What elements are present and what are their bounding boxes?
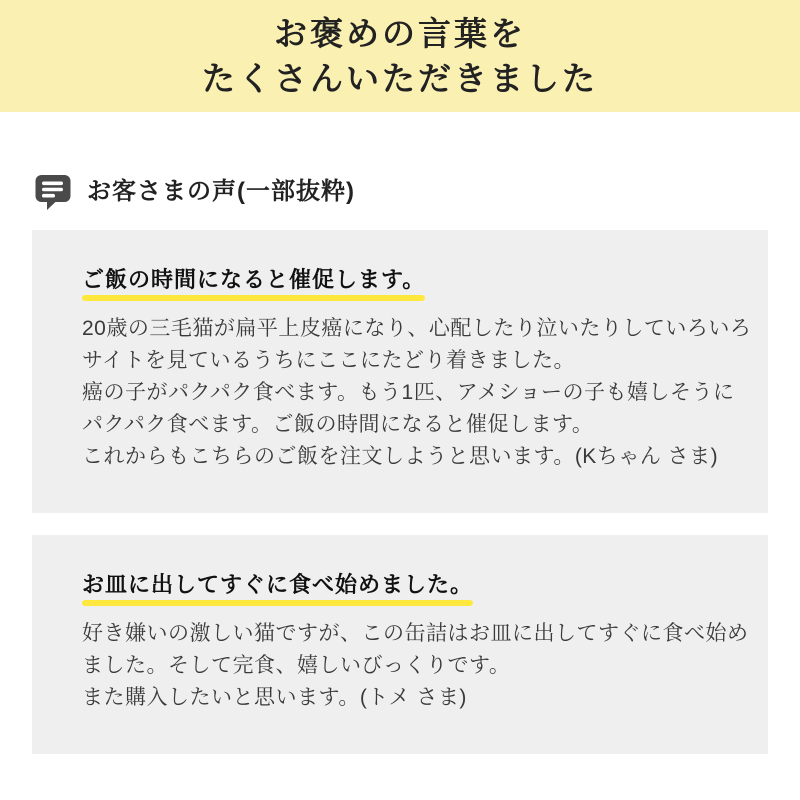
testimonial-2-title — [82, 573, 740, 606]
banner-title-line1: お褒めの言葉を — [274, 15, 526, 52]
testimonial-card-2 — [32, 535, 768, 754]
testimonial-2-line-2: ました。そして完食、嬉しいびっくりです。 — [82, 654, 511, 677]
speech-bubble-icon — [35, 174, 71, 210]
banner-title-line2: たくさんいただきました — [202, 60, 598, 97]
testimonial-1-title-text: ご飯の時間になると催促します。 — [82, 268, 425, 301]
customer-voices-heading — [35, 174, 768, 210]
testimonial-2-title-text: お皿に出してすぐに食べ始めました。 — [82, 573, 473, 606]
testimonial-card-1 — [32, 230, 768, 513]
banner-title — [202, 11, 598, 101]
testimonial-1-line-3: 癌の子がパクパク食べます。もう1匹、アメショーの子も嬉しそうに — [82, 381, 735, 404]
testimonial-1-line-5: これからもこちらのご飯を注文しようと思います。(Kちゃん さま) — [82, 445, 719, 468]
testimonial-1-title — [82, 268, 740, 301]
testimonial-1-line-2: サイトを見ているうちにここにたどり着きました。 — [82, 349, 576, 372]
testimonial-1-line-1: 20歳の三毛猫が扁平上皮癌になり、心配したり泣いたりしていろいろ — [82, 317, 752, 340]
testimonial-2-body — [82, 618, 749, 714]
testimonial-1-body — [82, 313, 752, 473]
praise-banner — [0, 0, 800, 112]
testimonial-1-line-4: パクパク食べます。ご飯の時間になると催促します。 — [82, 413, 594, 436]
section-title: お客さまの声(一部抜粋) — [87, 178, 355, 205]
testimonial-2-line-1: 好き嫌いの激しい猫ですが、この缶詰はお皿に出してすぐに食べ始め — [82, 622, 749, 645]
testimonial-2-line-3: また購入したいと思います。(トメ さま) — [82, 686, 467, 709]
